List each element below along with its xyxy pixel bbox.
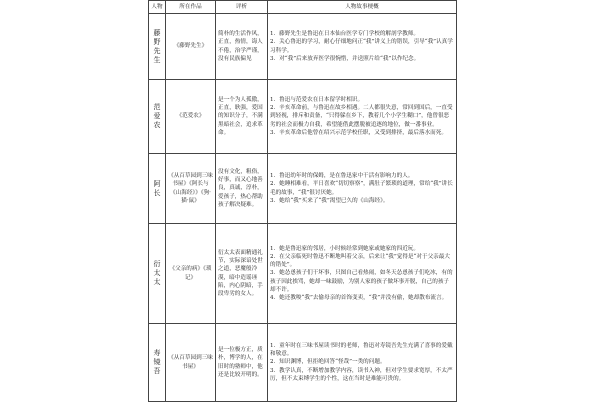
work-title: 《范爱农》 [166, 80, 216, 154]
story-item: 1．鲁迅与范爱农在日本留学时相识。 [270, 97, 364, 104]
story-item: 1．鲁迅幼年时的保姆，是在鲁迅家中干活有影响力的人。 [270, 173, 414, 180]
character-name: 范爱农 [149, 80, 166, 154]
story-cell [268, 324, 457, 402]
header-story: 人物故事梗概 [268, 1, 457, 14]
story-item: 3．她怂恿孩子们干坏事，只图自己看热闹，如冬天怂恿孩子们吃冰，有的孩子因此挨骂，她却一味鼓励，为别人家的孩子做坏事开脱，自己的孩子却不许。 [270, 270, 453, 293]
header-character: 人物 [149, 1, 166, 14]
table-row [149, 324, 457, 402]
story-item: 2．知识渊博，但拒绝回答“怪哉”一类的问题。 [270, 359, 386, 366]
story-item: 3．她给“我”买来了“我”渴望已久的《山海经》。 [270, 197, 389, 204]
work-title: 《藤野先生》 [166, 14, 216, 80]
story-item: 1．她是鲁迅家的邻居，小时候经常到她家或她家的四近玩。 [270, 246, 419, 253]
character-name: 寿镜吾 [149, 324, 166, 402]
story-item: 3．教学认真，不断增加教学内容，读书入神，但对学生要求宽厚，不太严厉，但不太束缚学生的个性，这在当时是难能可贵的。 [270, 367, 453, 382]
evaluation-text: 衍太太表面精通礼节，实际深谙处世之道，恶魔般冷漠，暗中造谣诬陷，内心阴暗，手段卑劣的女人。 [216, 224, 268, 324]
story-item: 1．藤野先生是鲁迅在日本仙台医学专门学校的解剖学教师。 [270, 31, 419, 38]
character-name: 阿长 [149, 154, 166, 224]
table-row [149, 224, 457, 324]
work-title: 《从百草园到三味书屋》《阿长与《山海经》》《狗·猫·鼠》 [166, 154, 216, 224]
story-item: 3．对“我”后来放弃医学很惋惜，并送照片给“我”以作纪念。 [270, 55, 420, 62]
table-row [149, 154, 457, 224]
character-name: 衍太太 [149, 224, 166, 324]
evaluation-text: 简朴的生活作风，正直，热情，诲人不倦，治学严谨，没有民族偏见 [216, 14, 268, 80]
evaluation-text: 是一位极方正，质朴，博学的人，在旧时的塾师中，他还是比较开明的。 [216, 324, 268, 402]
evaluation-text: 是一个为人孤傲，正直，耿强，爱国的知识分子，不满黑暗社会，追求革命。 [216, 80, 268, 154]
story-item: 3．辛亥革命后他曾在绍兴示范学校任职，又受到排挤，最后落水而死。 [270, 129, 447, 136]
evaluation-text: 没有文化，粗俗，好事，而又心地善良，真诚，淳朴，爱孩子，热心帮助孩子解决疑难。 [216, 154, 268, 224]
character-name: 藤野先生 [149, 14, 166, 80]
story-item: 2．她睡相难看，平日喜欢“切切察察”，满肚子繁琐的道理，常给“我”讲长毛的故事，“我”很讨厌她。 [270, 181, 453, 196]
table-row [149, 80, 457, 154]
story-cell [268, 224, 457, 324]
table-header-row [149, 1, 457, 14]
story-item: 2．辛亥革命前，与鲁迅在故乡相遇。二人都很失意，常回到国后，一直受到轻视，排斥和责备，“只得躲在乡下，教着几个小学生糊口”，他曾很恶劣的社会而极力自我，希望能借此摆脱被追逐的地位，做一番事业。 [270, 105, 453, 128]
work-title: 《父亲的病》《琐记》 [166, 224, 216, 324]
character-table [148, 0, 457, 402]
story-item: 1．童年时在三味书屋读书时的老师，鲁迅对寿镜吾先生充满了喜事的爱戴和敬意。 [270, 343, 453, 358]
work-title: 《从百草园到三味书屋》 [166, 324, 216, 402]
story-item: 2．关心鲁迅的学习，耐心仔细地问正“我”讲义上的错误，引导“我”认真学习科学。 [270, 39, 453, 54]
header-work: 所在作品 [166, 1, 216, 14]
story-cell [268, 80, 457, 154]
header-evaluation: 评析 [216, 1, 268, 14]
document-page [148, 0, 456, 400]
story-item: 2．在父亲临死时鲁迅不断地叫着父亲，后来让“我”觉得是“对于父亲最大的错处”。 [270, 254, 450, 269]
table-row [149, 14, 457, 80]
story-cell [268, 154, 457, 224]
story-cell [268, 14, 457, 80]
story-item: 4．她还教唆“我”去偷母亲的首饰变卖，“我”并没有偷，她却散布流言。 [270, 294, 448, 301]
